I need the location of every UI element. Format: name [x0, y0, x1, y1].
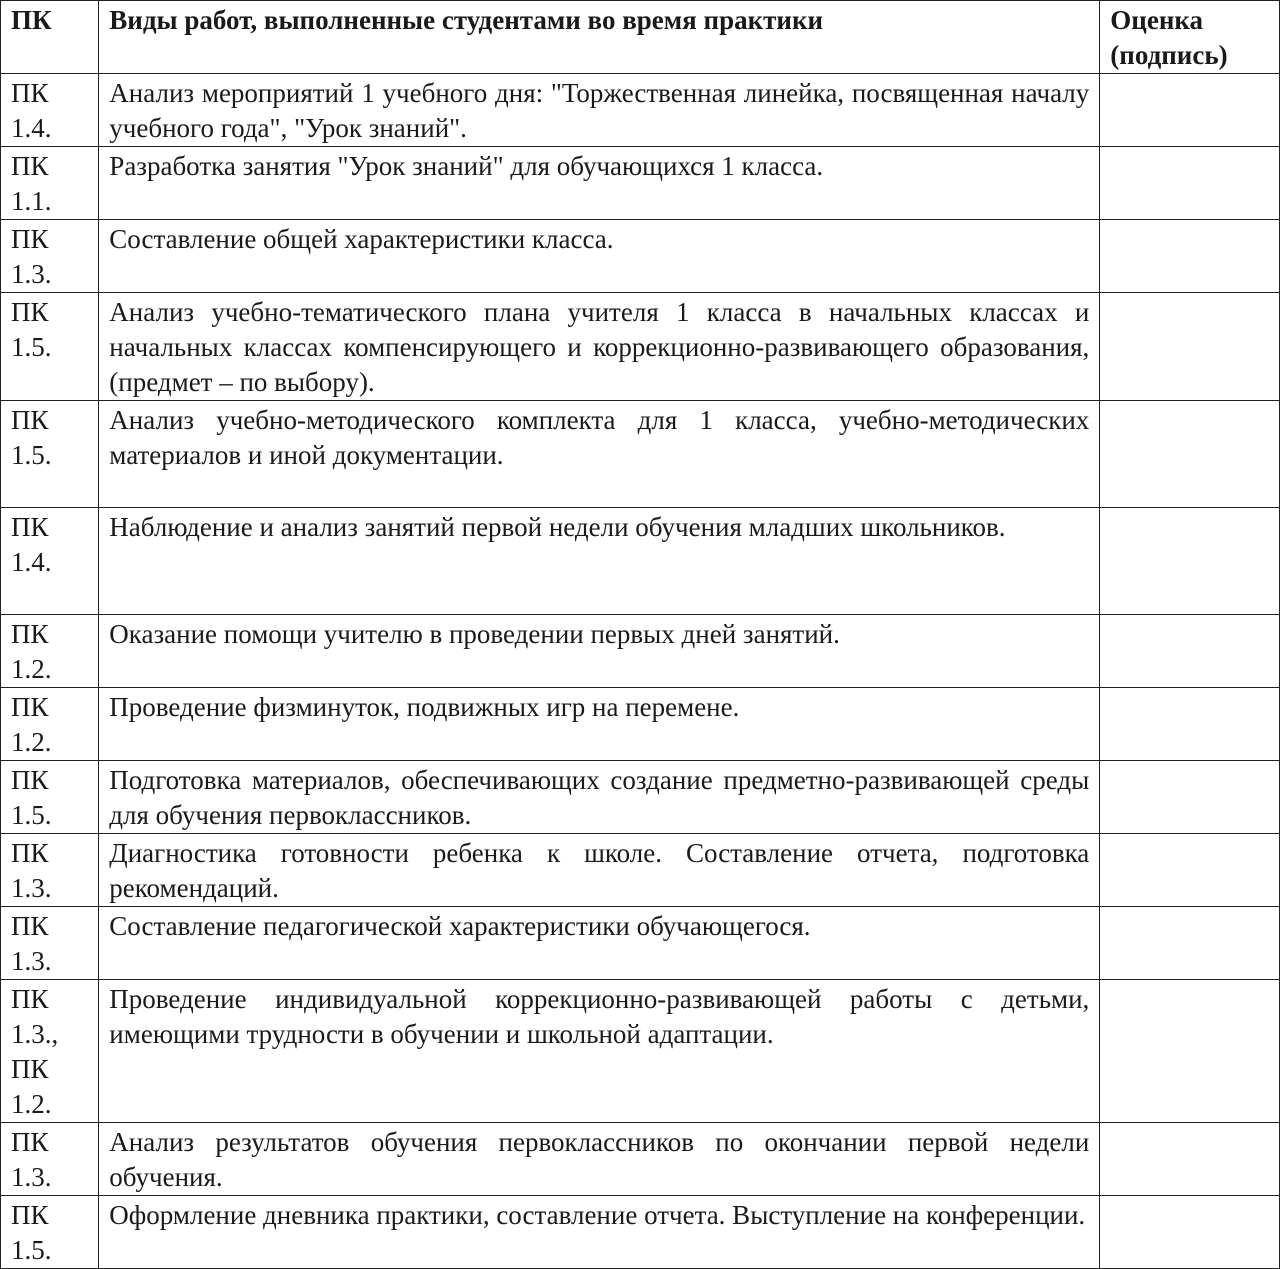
table-row — [1, 293, 1280, 401]
grade-signature-cell — [1100, 761, 1280, 834]
work-description-cell: Анализ учебно-методического комплекта для 1 класса, учебно-методических материалов и иной документации. — [99, 401, 1100, 508]
table-row — [1, 688, 1280, 761]
work-description-cell: Диагностика готовности ребенка к школе. Составление отчета, подготовка рекомендаций. — [99, 834, 1100, 907]
competency-code-cell: ПК 1.2. — [1, 688, 99, 761]
work-description-cell: Составление общей характеристики класса. — [99, 220, 1100, 293]
grade-signature-cell — [1100, 615, 1280, 688]
table-row — [1, 220, 1280, 293]
table-row — [1, 615, 1280, 688]
competency-code-cell: ПК 1.3. — [1, 834, 99, 907]
competency-code-cell: ПК 1.3., ПК 1.2. — [1, 980, 99, 1123]
header-row — [1, 1, 1280, 74]
competency-code-cell: ПК 1.4. — [1, 508, 99, 615]
competency-code-cell: ПК 1.5. — [1, 293, 99, 401]
competency-code-cell: ПК 1.1. — [1, 147, 99, 220]
table-row — [1, 74, 1280, 147]
work-description-cell: Проведение физминуток, подвижных игр на перемене. — [99, 688, 1100, 761]
work-description-cell: Наблюдение и анализ занятий первой недели обучения младших школьников. — [99, 508, 1100, 615]
table-row — [1, 1196, 1280, 1269]
competency-code-cell: ПК 1.5. — [1, 761, 99, 834]
competency-code-cell: ПК 1.3. — [1, 907, 99, 980]
table-row — [1, 980, 1280, 1123]
competency-code-cell: ПК 1.5. — [1, 401, 99, 508]
column-header-code: ПК — [1, 1, 99, 74]
competency-code-cell: ПК 1.5. — [1, 1196, 99, 1269]
grade-signature-cell — [1100, 1123, 1280, 1196]
table-row — [1, 834, 1280, 907]
work-description-cell: Разработка занятия "Урок знаний" для обучающихся 1 класса. — [99, 147, 1100, 220]
grade-signature-cell — [1100, 980, 1280, 1123]
column-header-work-types: Виды работ, выполненные студентами во время практики — [99, 1, 1100, 74]
work-description-cell: Анализ мероприятий 1 учебного дня: "Торжественная линейка, посвященная началу учебного года", "Урок знаний". — [99, 74, 1100, 147]
grade-signature-cell — [1100, 293, 1280, 401]
table-row — [1, 401, 1280, 508]
work-description-cell: Анализ учебно-тематического плана учителя 1 класса в начальных классах и начальных классах компенсирующего и коррекционно-развивающего образования, (предмет – по выбору). — [99, 293, 1100, 401]
work-description-cell: Анализ результатов обучения первоклассников по окончании первой недели обучения. — [99, 1123, 1100, 1196]
grade-signature-cell — [1100, 834, 1280, 907]
work-description-cell: Проведение индивидуальной коррекционно-развивающей работы с детьми, имеющими трудности в обучении и школьной адаптации. — [99, 980, 1100, 1123]
competency-code-cell: ПК 1.2. — [1, 615, 99, 688]
table-row — [1, 761, 1280, 834]
work-description-cell: Подготовка материалов, обеспечивающих создание предметно-развивающей среды для обучения первоклассников. — [99, 761, 1100, 834]
grade-signature-cell — [1100, 508, 1280, 615]
table-row — [1, 907, 1280, 980]
grade-signature-cell — [1100, 1196, 1280, 1269]
competency-code-cell: ПК 1.3. — [1, 1123, 99, 1196]
grade-signature-cell — [1100, 74, 1280, 147]
column-header-grade-signature: Оценка (подпись) — [1100, 1, 1280, 74]
table-row — [1, 147, 1280, 220]
competency-code-cell: ПК 1.4. — [1, 74, 99, 147]
grade-signature-cell — [1100, 907, 1280, 980]
grade-signature-cell — [1100, 688, 1280, 761]
competency-code-cell: ПК 1.3. — [1, 220, 99, 293]
table-row — [1, 1123, 1280, 1196]
grade-signature-cell — [1100, 220, 1280, 293]
table-row — [1, 508, 1280, 615]
work-description-cell: Оказание помощи учителю в проведении первых дней занятий. — [99, 615, 1100, 688]
grade-signature-cell — [1100, 401, 1280, 508]
grade-signature-cell — [1100, 147, 1280, 220]
work-description-cell: Составление педагогической характеристики обучающегося. — [99, 907, 1100, 980]
work-description-cell: Оформление дневника практики, составление отчета. Выступление на конференции. — [99, 1196, 1100, 1269]
